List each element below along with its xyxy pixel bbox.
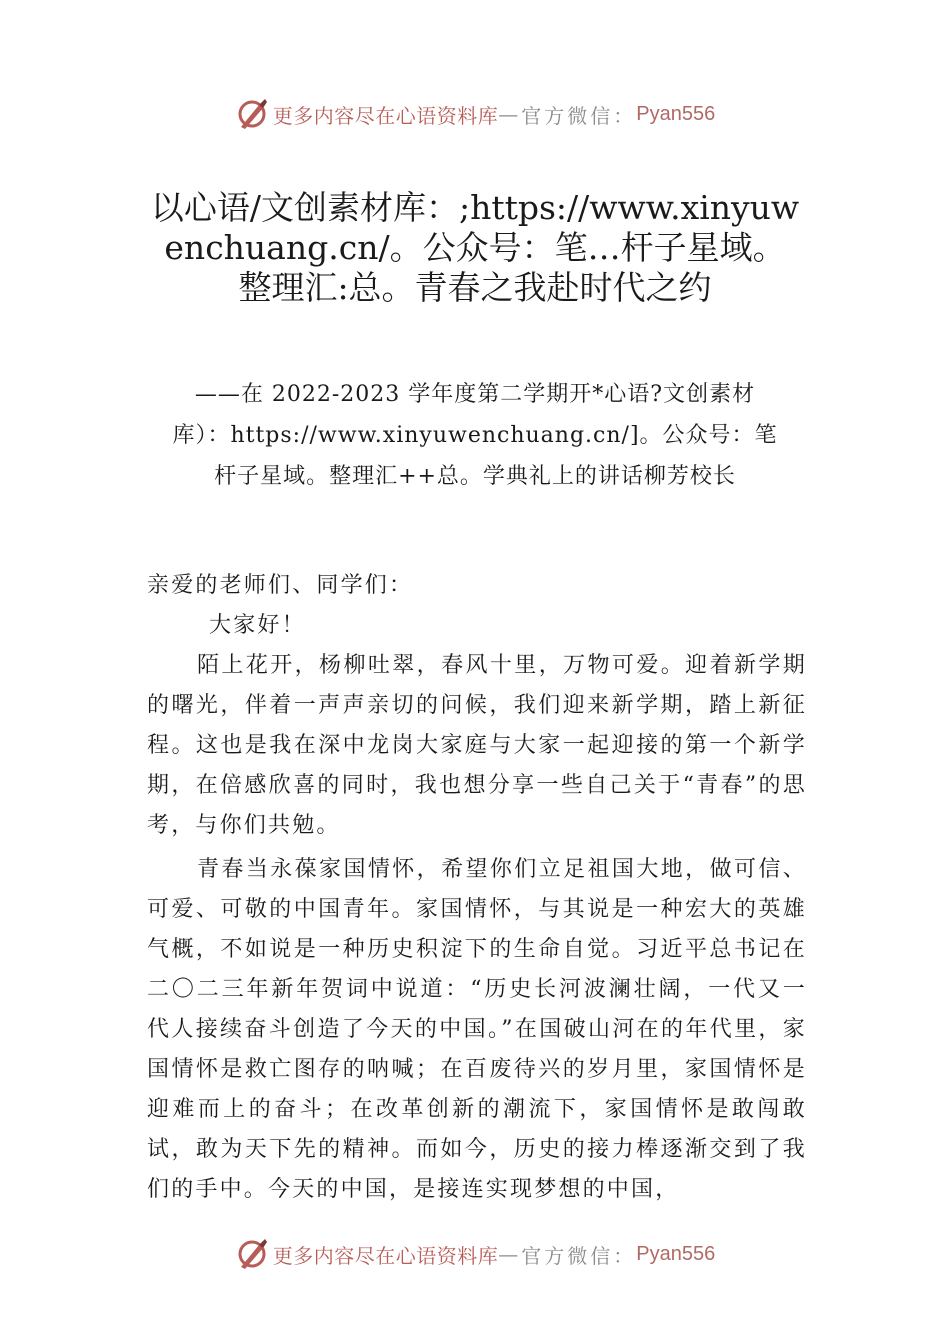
banner-dash: — bbox=[498, 102, 522, 126]
pen-logo-icon bbox=[235, 97, 269, 131]
body-paragraph: 青春当永葆家国情怀，希望你们立足祖国大地，做可信、可爱、可敬的中国青年。家国情怀，与其说是一种宏大的英雄气概，不如说是一种历史积淀下的生命自觉。习近平总书记在二〇二三年新年贺词中说道：“历史长河波澜壮阔，一代又一代人接续奋斗创造了今天的中国。”在国破山河在的年代里，家国情怀是救亡图存的呐喊；在百废待兴的岁月里，家国情怀是迎难而上的奋斗；在改革创新的潮流下，家国情怀是敢闯敢试，敢为天下先的精神。而如今，历史的接力棒逐渐交到了我们的手中。今天的中国，是接连实现梦想的中国， bbox=[147, 857, 807, 1202]
pen-logo-icon bbox=[235, 1237, 269, 1271]
greeting-line: 亲爱的老师们、同学们： bbox=[147, 573, 414, 598]
banner-wechat-id: Pyan556 bbox=[636, 102, 716, 125]
document-subtitle: ——在 2022-2023 学年度第二学期开*心语?文创素材库）：https://www.xinyuwenchuang.cn/]。公众号：笔杆子星域。整理汇++总。学典礼上的讲话柳芳校长 bbox=[172, 382, 778, 489]
banner-main-text: 更多内容尽在心语资料库 bbox=[272, 1243, 499, 1268]
header-banner bbox=[0, 94, 950, 134]
body-paragraph: 陌上花开，杨柳吐翠，春风十里，万物可爱。迎着新学期的曙光，伴着一声声亲切的问候，我们迎来新学期，踏上新征程。这也是我在深中龙岗大家庭与大家一起迎接的第一个新学期，在倍感欣喜的同时，我也想分享一些自己关于“青春”的思考，与你们共勉。 bbox=[147, 653, 807, 838]
document-body bbox=[147, 566, 807, 1210]
document-title: 以心语/文创素材库：;https://www.xinyuwenchuang.cn/。公众号：笔…杆子星域。整理汇:总。青春之我赴时代之约 bbox=[150, 188, 800, 307]
footer-banner bbox=[0, 1234, 950, 1274]
hello-line: 大家好！ bbox=[209, 613, 306, 638]
banner-sub-text: 官方微信： bbox=[521, 103, 637, 128]
banner-wechat-id: Pyan556 bbox=[636, 1242, 716, 1265]
banner-dash: — bbox=[498, 1242, 522, 1266]
banner-main-text: 更多内容尽在心语资料库 bbox=[272, 103, 499, 128]
banner-sub-text: 官方微信： bbox=[521, 1243, 637, 1268]
